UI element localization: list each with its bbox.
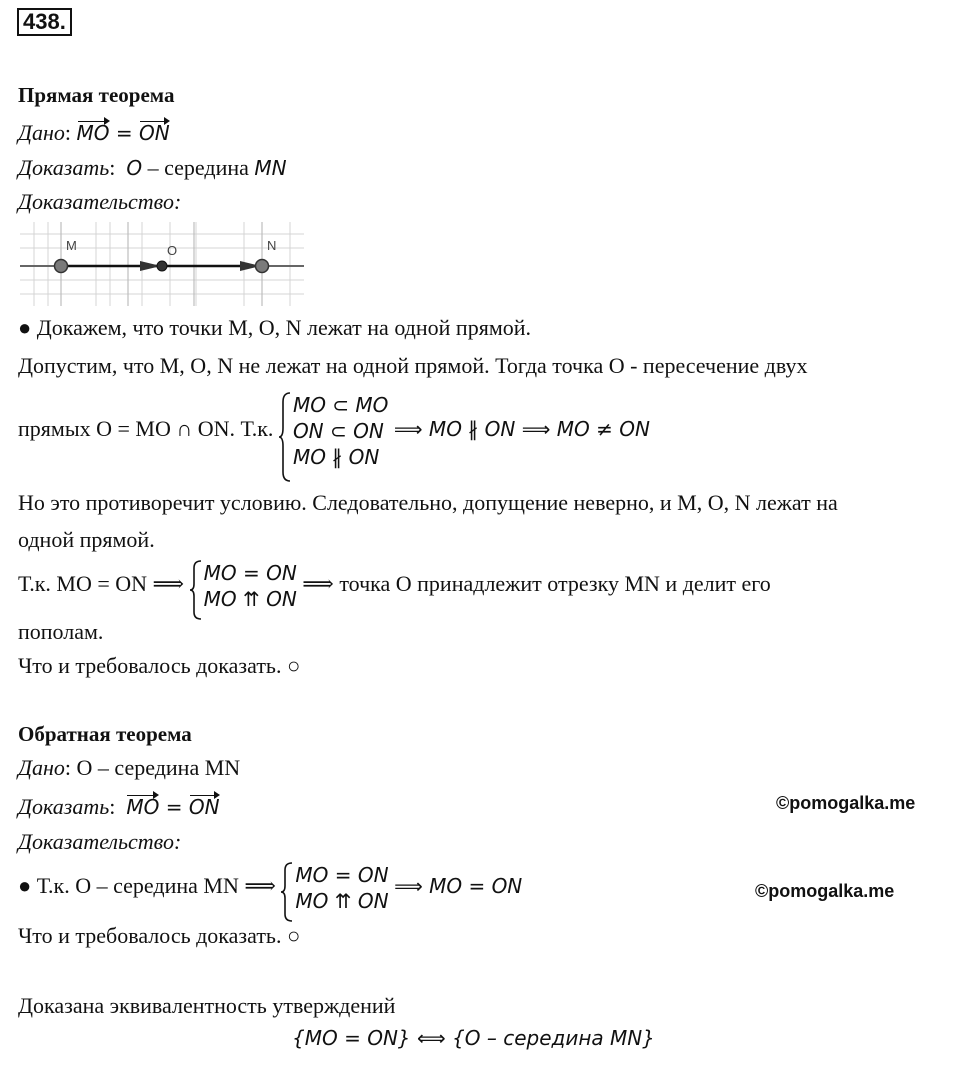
converse-line-suffix: ⟹ MO = ON	[394, 874, 523, 899]
converse-line-1: ● Т.к. O – середина MN ⟹ MO = ON MO ⇈ ON ⟹ MO = ON	[18, 862, 522, 914]
equivalence-formula: {MO = ON} ⟺ {O – середина MN}	[292, 1026, 655, 1050]
system-3-row: MO ⇈ ON	[295, 889, 389, 913]
label-m: M	[66, 238, 77, 253]
direct-line-7: пополам.	[18, 619, 104, 644]
system-1-row: MO ∦ ON	[292, 445, 380, 469]
system-1-row: MO ⊂ MO	[292, 393, 389, 417]
line3-result: ⟹ MO ∦ ON ⟹ MO ≠ ON	[393, 417, 650, 442]
system-2-row: MO = ON	[203, 561, 297, 585]
problem-number: 438.	[17, 8, 72, 36]
line6-prefix: Т.к. MO = ON ⟹	[18, 571, 185, 597]
converse-proof-label: Доказательство:	[18, 829, 182, 854]
prove-label: Доказать	[18, 155, 110, 180]
number-line-figure	[20, 222, 304, 306]
conclusion-formula	[292, 1026, 655, 1050]
direct-qed: Что и требовалось доказать. ○	[18, 653, 301, 678]
direct-theorem-heading: Прямая теорема	[18, 83, 175, 107]
system-2-row: MO ⇈ ON	[203, 587, 297, 611]
converse-given-text: O – середина MN	[76, 755, 241, 780]
direct-line-1: ● Докажем, что точки M, O, N лежат на одной прямой.	[18, 315, 532, 340]
system-1	[279, 392, 388, 470]
converse-theorem-heading: Обратная теорема	[18, 722, 192, 746]
vector-mo: MO	[77, 118, 110, 144]
direct-line-3	[18, 392, 650, 470]
converse-qed: Что и требовалось доказать. ○	[18, 923, 301, 948]
direct-prove: Доказать: O – середина MN	[18, 155, 287, 180]
conclusion-text: Доказана эквивалентность утверждений	[18, 993, 396, 1018]
system-3	[281, 862, 388, 914]
vector-on: ON	[139, 118, 170, 144]
converse-prove: Доказать: MO = ON	[18, 794, 220, 819]
line6-suffix: ⟹ точка O принадлежит отрезку MN и делит его	[302, 571, 771, 597]
system-3-row: MO = ON	[295, 863, 389, 887]
line3-prefix: прямых O = MO ∩ ON. Т.к.	[18, 416, 274, 442]
converse-given: Дано: O – середина MN	[18, 755, 241, 780]
direct-line-5: одной прямой.	[18, 527, 155, 552]
label-o: O	[167, 243, 178, 258]
point-o	[157, 261, 167, 271]
point-m	[55, 260, 68, 273]
point-n	[256, 260, 269, 273]
direct-line-2: Допустим, что M, O, N не лежат на одной прямой. Тогда точка O - пересечение двух	[18, 353, 808, 378]
direct-line-4: Но это противоречит условию. Следовательно, допущение неверно, и M, O, N лежат на	[18, 490, 838, 515]
given-label: Дано	[18, 120, 65, 145]
system-2	[190, 560, 297, 612]
watermark: ©pomogalka.me	[755, 881, 895, 901]
converse-line-prefix: Т.к. O – середина MN ⟹	[36, 873, 276, 899]
label-n: N	[267, 238, 277, 253]
direct-given: Дано: MO = ON	[18, 120, 170, 145]
direct-proof-label: Доказательство:	[18, 189, 182, 214]
prove-text: – середина	[147, 155, 249, 180]
direct-line-6	[18, 560, 771, 612]
watermark: ©pomogalka.me	[776, 793, 916, 813]
system-1-row: ON ⊂ ON	[292, 419, 384, 443]
